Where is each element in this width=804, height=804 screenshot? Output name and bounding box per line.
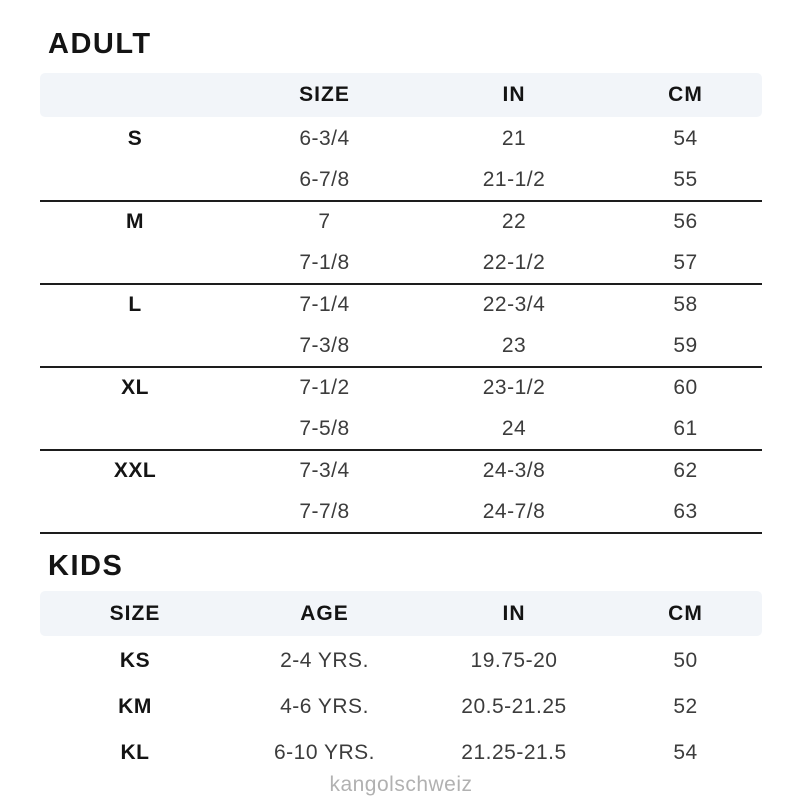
size-value: 6-7/8 (299, 167, 350, 191)
in-value: 23 (501, 333, 527, 357)
size-value: 7-1/4 (299, 293, 350, 317)
cm-value: 61 (673, 416, 698, 440)
in-value: 24-3/8 (482, 459, 546, 483)
size-value: 7-5/8 (299, 416, 350, 440)
table-row (40, 409, 762, 450)
age-value: 4-6 YRS. (280, 695, 369, 718)
size-label: KM (118, 695, 152, 718)
cm-value: 60 (673, 376, 698, 400)
kids-col-in: IN (502, 601, 526, 625)
kids-col-size: SIZE (109, 601, 161, 625)
kids-size-table (40, 591, 762, 776)
in-value: 24-7/8 (482, 499, 546, 523)
adult-section-heading: ADULT (48, 28, 152, 60)
table-row (40, 638, 762, 684)
adult-size-group-s (40, 119, 762, 202)
in-value: 22-3/4 (482, 293, 546, 317)
age-value: 6-10 YRS. (274, 741, 375, 764)
size-value: 7-1/8 (299, 250, 350, 274)
adult-col-cm: CM (668, 83, 703, 106)
size-value: 7-7/8 (299, 499, 350, 523)
in-value: 22-1/2 (482, 250, 546, 274)
adult-table-body (40, 117, 762, 534)
size-label: L (128, 293, 142, 317)
adult-size-group-l (40, 285, 762, 368)
table-row (40, 326, 762, 367)
kids-table-body (40, 636, 762, 776)
adult-col-in: IN (502, 83, 526, 106)
size-label: XXL (113, 459, 157, 483)
table-row (40, 285, 762, 326)
kids-section-heading: KIDS (48, 550, 124, 582)
size-value: 7-3/4 (299, 459, 350, 483)
adult-size-group-xl (40, 368, 762, 451)
cm-value: 59 (673, 333, 698, 357)
size-value: 7 (318, 210, 331, 234)
size-label: KL (120, 741, 150, 764)
cm-value: 54 (673, 741, 698, 764)
adult-table-header (40, 73, 762, 117)
in-value: 19.75-20 (470, 649, 558, 672)
table-row (40, 202, 762, 243)
table-row (40, 730, 762, 776)
kids-col-age: AGE (300, 601, 349, 625)
cm-value: 63 (673, 499, 698, 523)
table-row (40, 368, 762, 409)
kids-col-cm: CM (668, 601, 703, 625)
cm-value: 52 (673, 695, 698, 718)
table-row (40, 492, 762, 533)
size-label: M (126, 210, 144, 234)
kids-table-header (40, 591, 762, 636)
cm-value: 57 (673, 250, 698, 274)
in-value: 21.25-21.5 (461, 741, 567, 764)
adult-col-size: SIZE (299, 83, 350, 106)
in-value: 22 (501, 210, 527, 234)
watermark: kangolschweiz (329, 773, 473, 796)
cm-value: 54 (673, 127, 698, 151)
table-row (40, 119, 762, 160)
cm-value: 58 (673, 293, 698, 317)
adult-size-group-m (40, 202, 762, 285)
in-value: 21 (501, 127, 527, 151)
cm-value: 50 (673, 649, 698, 672)
table-row (40, 684, 762, 730)
table-row (40, 160, 762, 201)
size-value: 7-3/8 (299, 333, 350, 357)
size-value: 6-3/4 (299, 127, 350, 151)
size-label: KS (119, 649, 151, 672)
in-value: 23-1/2 (482, 376, 546, 400)
adult-size-table (40, 73, 762, 534)
adult-size-group-xxl (40, 451, 762, 534)
size-value: 7-1/2 (299, 376, 350, 400)
cm-value: 55 (673, 167, 698, 191)
cm-value: 62 (673, 459, 698, 483)
table-row (40, 243, 762, 284)
in-value: 21-1/2 (482, 167, 546, 191)
cm-value: 56 (673, 210, 698, 234)
size-label: S (127, 127, 143, 151)
age-value: 2-4 YRS. (280, 649, 369, 672)
in-value: 20.5-21.25 (461, 695, 567, 718)
in-value: 24 (501, 416, 527, 440)
size-label: XL (121, 376, 149, 400)
table-row (40, 451, 762, 492)
